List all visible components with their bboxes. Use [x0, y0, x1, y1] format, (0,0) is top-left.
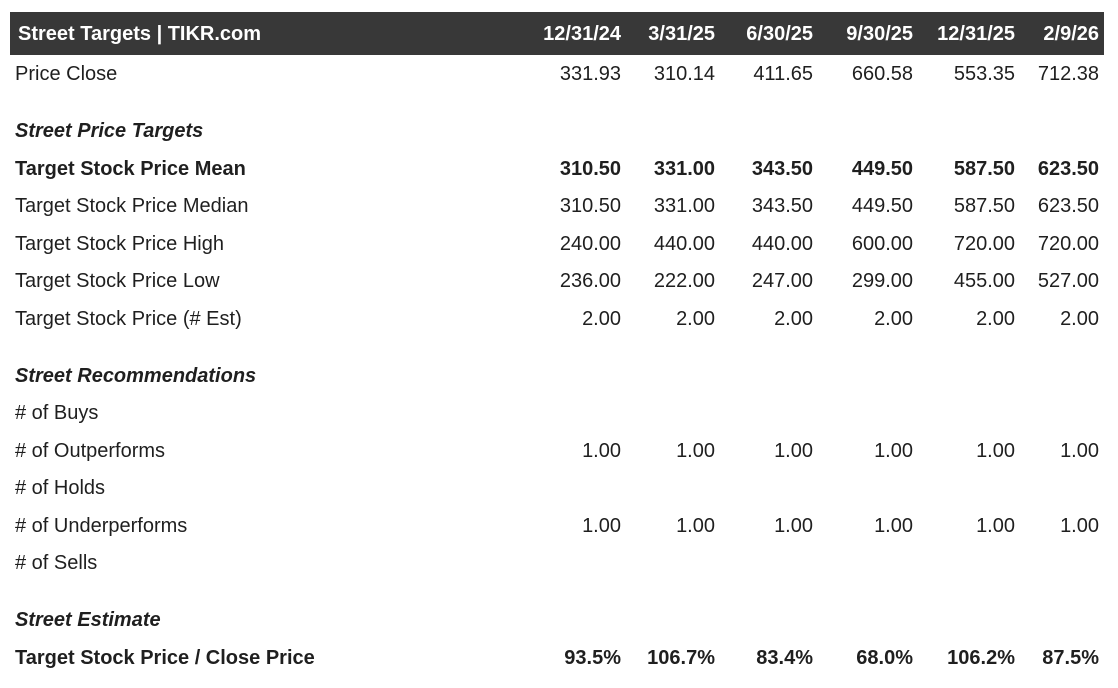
section-title: Street Estimate [15, 609, 161, 631]
cell-value: 2.00 [976, 308, 1015, 330]
cell-value: 720.00 [953, 233, 1015, 255]
row-label: # of Holds [15, 477, 106, 499]
cell-value: 247.00 [751, 270, 813, 292]
cell-value: 83.4% [756, 647, 813, 669]
table-row-underperforms [10, 515, 1104, 551]
cell-value: 310.50 [559, 195, 621, 217]
table-row-target-num-est [10, 308, 1104, 344]
street-targets-table [10, 12, 1104, 688]
cell-value: 411.65 [753, 63, 813, 85]
cell-value: 1.00 [676, 515, 715, 537]
table-row-target-high [10, 233, 1104, 269]
cell-value: 343.50 [751, 158, 813, 180]
section-title: Street Price Targets [15, 120, 204, 142]
cell-value: 440.00 [653, 233, 715, 255]
column-header-6[interactable]: 2/9/26 [1043, 23, 1099, 45]
cell-value: 440.00 [751, 233, 813, 255]
cell-value: 2.00 [676, 308, 715, 330]
row-label: Target Stock Price Low [15, 270, 220, 292]
cell-value: 1.00 [874, 440, 913, 462]
cell-value: 600.00 [851, 233, 913, 255]
cell-value: 2.00 [774, 308, 813, 330]
cell-value: 449.50 [851, 158, 913, 180]
table-row-outperforms [10, 440, 1104, 476]
cell-value: 455.00 [953, 270, 1015, 292]
cell-value: 331.00 [653, 158, 715, 180]
cell-value: 240.00 [559, 233, 621, 255]
cell-value: 623.50 [1037, 158, 1099, 180]
section-title: Street Recommendations [15, 365, 257, 387]
cell-value: 587.50 [953, 158, 1015, 180]
row-label: # of Underperforms [15, 515, 188, 537]
table-row-sells [10, 552, 1104, 588]
cell-value: 720.00 [1037, 233, 1099, 255]
cell-value: 2.00 [582, 308, 621, 330]
cell-value: 1.00 [874, 515, 913, 537]
row-label: Target Stock Price / Close Price [15, 647, 315, 669]
table-header [10, 12, 1104, 55]
row-label: Target Stock Price Median [15, 195, 249, 217]
cell-value: 1.00 [976, 515, 1015, 537]
cell-value: 1.00 [676, 440, 715, 462]
cell-value: 2.00 [1060, 308, 1099, 330]
table-row-target-median [10, 195, 1104, 231]
table-row-target-low [10, 270, 1104, 306]
cell-value: 449.50 [851, 195, 913, 217]
cell-value: 1.00 [582, 440, 621, 462]
table-row-target-mean [10, 158, 1104, 194]
cell-value: 106.2% [947, 647, 1015, 669]
table-row-holds [10, 477, 1104, 513]
cell-value: 1.00 [976, 440, 1015, 462]
column-header-4[interactable]: 9/30/25 [846, 23, 913, 45]
cell-value: 236.00 [559, 270, 621, 292]
cell-value: 660.58 [851, 63, 913, 85]
row-label: Target Stock Price (# Est) [15, 308, 242, 330]
column-header-2[interactable]: 3/31/25 [648, 23, 715, 45]
cell-value: 1.00 [582, 515, 621, 537]
row-label: # of Outperforms [15, 440, 166, 462]
cell-value: 222.00 [653, 270, 715, 292]
cell-value: 587.50 [953, 195, 1015, 217]
section-heading-street-estimate [10, 609, 1104, 645]
cell-value: 87.5% [1042, 647, 1099, 669]
table-title: Street Targets | TIKR.com [18, 23, 262, 45]
cell-value: 1.00 [1060, 440, 1099, 462]
cell-value: 68.0% [856, 647, 913, 669]
cell-value: 299.00 [851, 270, 913, 292]
cell-value: 1.00 [774, 515, 813, 537]
table-row-buys [10, 402, 1104, 438]
cell-value: 2.00 [874, 308, 913, 330]
cell-value: 93.5% [564, 647, 621, 669]
cell-value: 623.50 [1037, 195, 1099, 217]
cell-value: 310.50 [559, 158, 621, 180]
cell-value: 106.7% [647, 647, 715, 669]
cell-value: 712.38 [1037, 63, 1099, 85]
column-header-1[interactable]: 12/31/24 [543, 23, 621, 45]
row-label: Target Stock Price Mean [15, 158, 246, 180]
cell-value: 1.00 [774, 440, 813, 462]
table-row-target-to-close [10, 647, 1104, 683]
row-label: # of Sells [15, 552, 98, 574]
cell-value: 310.14 [653, 63, 715, 85]
section-heading-street-recommendations [10, 365, 1104, 401]
cell-value: 331.00 [653, 195, 715, 217]
row-label: Price Close [15, 63, 118, 85]
row-label: # of Buys [15, 402, 99, 424]
column-header-5[interactable]: 12/31/25 [937, 23, 1015, 45]
column-header-3[interactable]: 6/30/25 [746, 23, 813, 45]
cell-value: 527.00 [1037, 270, 1099, 292]
row-label: Target Stock Price High [15, 233, 224, 255]
cell-value: 1.00 [1060, 515, 1099, 537]
cell-value: 553.35 [953, 63, 1015, 85]
cell-value: 331.93 [559, 63, 621, 85]
section-heading-street-price-targets [10, 120, 1104, 156]
table-row-price-close [10, 63, 1104, 99]
cell-value: 343.50 [751, 195, 813, 217]
